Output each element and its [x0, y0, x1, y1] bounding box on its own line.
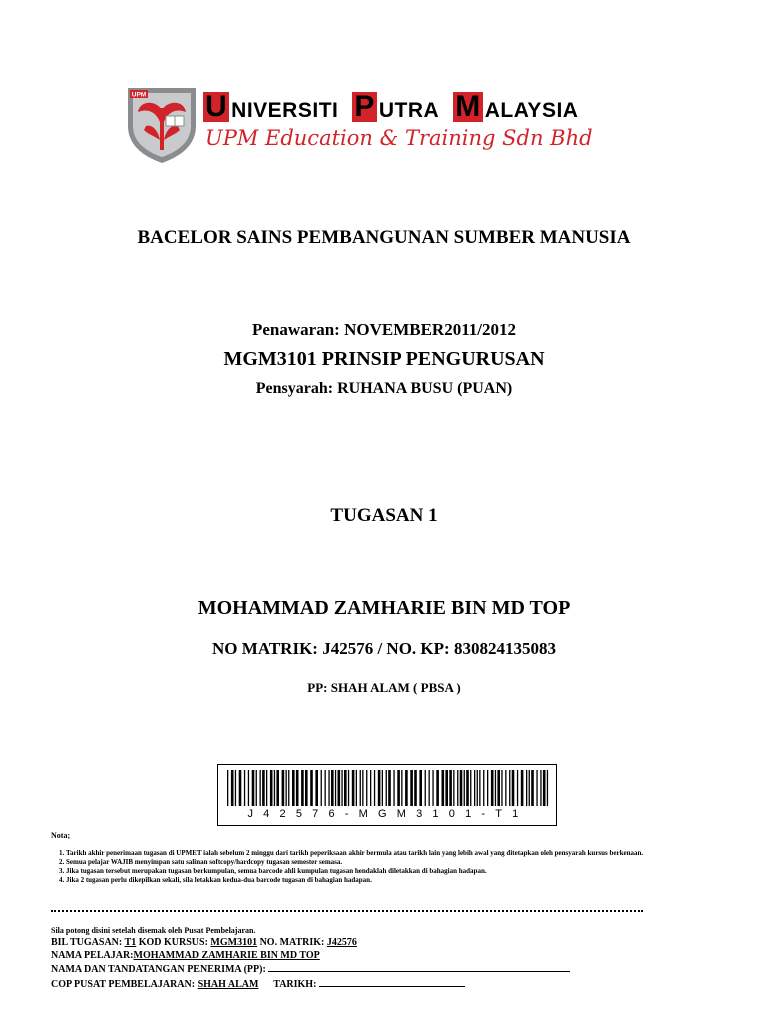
- university-initial-p: P: [354, 90, 375, 123]
- barcode-bar: [497, 770, 500, 806]
- barcode-bar: [466, 770, 469, 806]
- lecturer-line: Pensyarah: RUHANA BUSU (PUAN): [255, 380, 513, 397]
- barcode-bar: [266, 770, 267, 806]
- barcode-bar: [270, 770, 273, 806]
- barcode-bar: [296, 770, 299, 806]
- barcode-bar: [479, 770, 480, 806]
- programme-title: BACELOR SAINS PEMBANGUNAN SUMBER MANUSIA: [137, 227, 631, 248]
- penerima-field[interactable]: [268, 962, 570, 972]
- barcode-bar: [397, 770, 400, 806]
- barcode-bar: [288, 770, 289, 806]
- barcode-bar: [512, 770, 515, 806]
- barcode-bar: [310, 770, 313, 806]
- pp-line: PP: SHAH ALAM ( PBSA ): [307, 680, 461, 695]
- barcode-text: J42576-MGM3101-T1: [247, 808, 529, 820]
- note-item: 2. Semua pelajar WAJIB menyimpan satu salinan softcopy/hardcopy tugasan semester semasa.: [66, 858, 706, 867]
- barcode-bar: [321, 770, 322, 806]
- university-initial-u: U: [205, 90, 228, 123]
- barcode-bar: [501, 770, 502, 806]
- barcode-bar: [352, 770, 355, 806]
- barcode-bar: [286, 770, 287, 806]
- cut-note: Sila potong disini setelah disemak oleh Pusat Pembelajaran.: [51, 926, 256, 935]
- barcode-bar: [388, 770, 391, 806]
- barcode-bar: [474, 770, 475, 806]
- barcode-bar: [477, 770, 478, 806]
- barcode-bar: [457, 770, 458, 806]
- barcode-bar: [325, 770, 326, 806]
- cop-label: COP PUSAT PEMBELAJARAN:: [51, 978, 196, 990]
- kod-label: KOD KURSUS:: [138, 937, 208, 948]
- barcode-bar: [436, 770, 439, 806]
- barcode-bar: [305, 770, 308, 806]
- barcode-bar: [328, 770, 329, 806]
- barcode-bar: [235, 770, 236, 806]
- barcode-bar: [410, 770, 413, 806]
- barcode-bar: [386, 770, 387, 806]
- upm-logo: [126, 86, 198, 164]
- tarikh-label: TARIKH:: [273, 978, 317, 990]
- barcode-bar: [393, 770, 394, 806]
- barcode-bar: [470, 770, 471, 806]
- barcode-bar: [378, 770, 381, 806]
- barcode-bar: [429, 770, 430, 806]
- slip-row-4: [51, 977, 570, 992]
- barcode-bar: [419, 770, 422, 806]
- barcode-bar: [540, 770, 541, 806]
- barcode-bar: [531, 770, 534, 806]
- barcode-bar: [366, 770, 367, 806]
- barcode-bar: [260, 770, 261, 806]
- barcode-bar: [344, 770, 347, 806]
- notes-heading: Nota;: [51, 831, 71, 840]
- matrik-line: NO MATRIK: J42576 / NO. KP: 830824135083: [212, 639, 556, 658]
- barcode-bars: [227, 770, 549, 806]
- svg-text:UPM: UPM: [131, 91, 147, 99]
- barcode-bar: [449, 770, 452, 806]
- barcode-bar: [348, 770, 349, 806]
- university-name: [203, 88, 592, 122]
- barcode-bar: [335, 770, 336, 806]
- barcode-bar: [453, 770, 454, 806]
- barcode-bar: [360, 770, 361, 806]
- university-word-3: ALAYSIA: [484, 99, 579, 122]
- barcode-bar: [495, 770, 496, 806]
- barcode-bar: [382, 770, 383, 806]
- university-word-1: NIVERSITI: [231, 99, 339, 122]
- nama-label: NAMA PELAJAR:: [51, 949, 134, 961]
- barcode-bar: [274, 770, 275, 806]
- barcode-bar: [244, 770, 245, 806]
- kod-value: MGM3101: [210, 937, 258, 948]
- barcode-bar: [256, 770, 257, 806]
- barcode-bar: [248, 770, 249, 806]
- barcode-bar: [301, 770, 304, 806]
- barcode-bar: [362, 770, 363, 806]
- barcode-bar: [487, 770, 488, 806]
- barcode-bar: [262, 770, 265, 806]
- barcode-bar: [338, 770, 341, 806]
- barcode-bar: [292, 770, 295, 806]
- barcode-bar: [374, 770, 375, 806]
- slip-row-1: [51, 937, 570, 950]
- barcode-bar: [445, 770, 448, 806]
- barcode-bar: [276, 770, 279, 806]
- barcode-bar: [414, 770, 417, 806]
- barcode-bar: [432, 770, 433, 806]
- barcode-bar: [491, 770, 494, 806]
- barcode-bar: [464, 770, 465, 806]
- barcode-bar: [529, 770, 530, 806]
- submission-slip: [51, 937, 570, 991]
- barcode-bar: [526, 770, 527, 806]
- barcode-bar: [505, 770, 506, 806]
- offering-line: Penawaran: NOVEMBER2011/2012: [252, 320, 516, 339]
- barcode-bar: [509, 770, 510, 806]
- barcode-bar: [517, 770, 518, 806]
- tarikh-field[interactable]: [319, 977, 465, 987]
- student-name: MOHAMMAD ZAMHARIE BIN MD TOP: [197, 597, 571, 619]
- notes-list: [52, 849, 706, 885]
- barcode-bar: [460, 770, 463, 806]
- note-item: 3. Jika tugasan tersebut merupakan tugasan berkumpulan, semua barcode ahli kumpulan tugasan hendaklah diletakkan di bahagian hadapan.: [66, 867, 706, 876]
- barcode-bar: [536, 770, 537, 806]
- note-item: 1. Tarikh akhir penerimaan tugasan di UPMET ialah sebelum 2 minggu dari tarikh peperiksaan akhir bermula atau tarikh lain yang lebih awal yang ditetapkan oleh pensyarah kursus berkenaan.: [66, 849, 706, 858]
- barcode-bar: [425, 770, 426, 806]
- penerima-label: NAMA DAN TANDATANGAN PENERIMA (PP):: [51, 964, 266, 975]
- matrik-label: NO. MATRIK:: [259, 937, 325, 948]
- barcode-bar: [442, 770, 445, 806]
- barcode-bar: [547, 770, 548, 806]
- cut-line: [51, 910, 643, 912]
- barcode-bar: [483, 770, 484, 806]
- barcode-bar: [543, 770, 546, 806]
- barcode-bar: [521, 770, 524, 806]
- university-initial-m: M: [455, 90, 481, 123]
- assignment-title: TUGASAN 1: [330, 505, 438, 526]
- slip-row-3: [51, 962, 570, 977]
- university-word-2: UTRA: [378, 99, 440, 122]
- barcode-bar: [315, 770, 318, 806]
- nama-value: MOHAMMAD ZAMHARIE BIN MD TOP: [133, 949, 320, 961]
- barcode-bar: [370, 770, 371, 806]
- course-title: MGM3101 PRINSIP PENGURUSAN: [223, 348, 545, 370]
- barcode-bar: [227, 770, 228, 806]
- barcode-bar: [282, 770, 285, 806]
- barcode-bar: [331, 770, 334, 806]
- bil-label: BIL TUGASAN:: [51, 937, 123, 948]
- note-item: 4. Jika 2 tugasan perlu dikepilkan sekali, sila letakkan kedua-dua barcode tugasan di bahagian hadapan.: [66, 876, 706, 885]
- bil-value: T1: [124, 937, 137, 948]
- barcode-bar: [231, 770, 234, 806]
- slip-row-2: [51, 950, 570, 963]
- cop-value: SHAH ALAM: [197, 978, 259, 990]
- barcode-bar: [405, 770, 408, 806]
- barcode-bar: [356, 770, 357, 806]
- barcode-bar: [239, 770, 242, 806]
- barcode-bar: [341, 770, 342, 806]
- matrik-value: J42576: [326, 937, 357, 948]
- barcode-bar: [252, 770, 255, 806]
- barcode-bar: [401, 770, 402, 806]
- barcode: [217, 764, 557, 826]
- company-subtitle: UPM Education & Training Sdn Bhd: [205, 126, 593, 150]
